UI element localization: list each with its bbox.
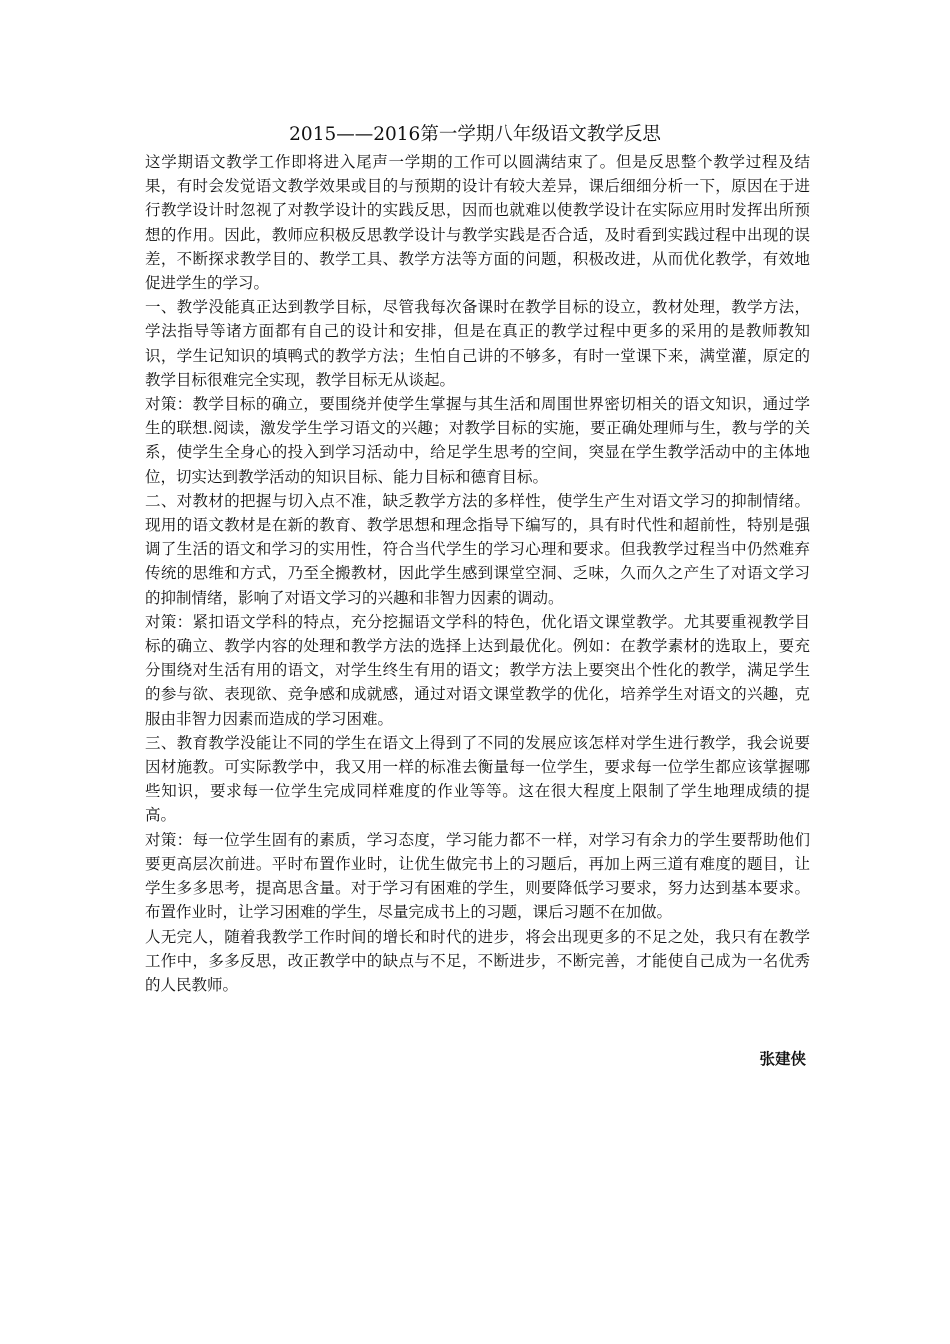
paragraph-conclusion: 人无完人，随着我教学工作时间的增长和时代的进步，将会出现更多的不足之处，我只有在教学工作中，多多反思，改正教学中的缺点与不足，不断进步，不断完善，才能使自己成为一名优秀的人民教师。 bbox=[145, 927, 810, 994]
document-title: 2015——2016第一学期八年级语文教学反思 bbox=[289, 124, 661, 145]
paragraph-problem-3: 三、教育教学没能让不同的学生在语文上得到了不同的发展应该怎样对学生进行教学，我会说要因材施教。可实际教学中，我又用一样的标准去衡量每一位学生，要求每一位学生都应该掌握哪些知识，要求每一位学生完成同样难度的作业等等。这在很大程度上限制了学生地理成绩的提高。 bbox=[145, 733, 810, 825]
paragraph-problem-2: 二、对教材的把握与切入点不准，缺乏教学方法的多样性，使学生产生对语文学习的抑制情绪。现用的语文教材是在新的教育、教学思想和理念指导下编写的，具有时代性和超前性，特别是强调了生活的语文和学习的实用性，符合当代学生的学习心理和要求。但我教学过程当中仍然难弃传统的思维和方式，乃至全搬教材，因此学生感到课堂空洞、乏味，久而久之产生了对语文学习的抑制情绪，影响了对语文学习的兴趣和非智力因素的调动。 bbox=[145, 491, 810, 607]
document-body bbox=[145, 150, 810, 997]
paragraph-problem-1: 一、教学没能真正达到教学目标，尽管我每次备课时在教学目标的设立，教材处理，教学方法，学法指导等诸方面都有自己的设计和安排，但是在真正的教学过程中更多的采用的是教师教知识，学生记知识的填鸭式的教学方法；生怕自己讲的不够多，有时一堂课下来，满堂灌，原定的教学目标很难完全实现，教学目标无从谈起。 bbox=[145, 298, 810, 389]
paragraph-intro: 这学期语文教学工作即将进入尾声一学期的工作可以圆满结束了。但是反思整个教学过程及结果，有时会发觉语文教学效果或目的与预期的设计有较大差异，课后细细分析一下，原因在于进行教学设计时忽视了对教学设计的实践反思，因而也就难以使教学设计在实际应用时发挥出所预想的作用。因此，教师应积极反思教学设计与教学实践是否合适，及时看到实践过程中出现的误差，不断探求教学目的、教学工具、教学方法等方面的问题，积极改进，从而优化教学，有效地促进学生的学习。 bbox=[145, 153, 810, 293]
paragraph-solution-2: 对策：紧扣语文学科的特点，充分挖掘语文学科的特色，优化语文课堂教学。尤其要重视教学目标的确立、教学内容的处理和教学方法的选择上达到最优化。例如：在教学素材的选取上，要充分围绕对生活有用的语文，对学生终生有用的语文；教学方法上要突出个性化的教学，满足学生的参与欲、表现欲、竞争感和成就感，通过对语文课堂教学的优化，培养学生对语文的兴趣，克服由非智力因素而造成的学习困难。 bbox=[145, 612, 810, 728]
paragraph-solution-3: 对策：每一位学生固有的素质，学习态度，学习能力都不一样，对学习有余力的学生要帮助他们要更高层次前进。平时布置作业时，让优生做完书上的习题后，再加上两三道有难度的题目，让学生多多思考，提高思含量。对于学习有困难的学生，则要降低学习要求，努力达到基本要求。布置作业时，让学习困难的学生，尽量完成书上的习题，课后习题不在加做。 bbox=[145, 830, 810, 922]
author-signature: 张建侠 bbox=[759, 1050, 806, 1068]
paragraph-solution-1: 对策：教学目标的确立，要围绕并使学生掌握与其生活和周围世界密切相关的语文知识，通过学生的联想.阅读，激发学生学习语文的兴趣；对教学目标的实施，要正确处理师与生，教与学的关系，使学生全身心的投入到学习活动中，给足学生思考的空间，突显在学生教学活动中的主体地位，切实达到教学活动的知识目标、能力目标和德育目标。 bbox=[145, 395, 810, 486]
